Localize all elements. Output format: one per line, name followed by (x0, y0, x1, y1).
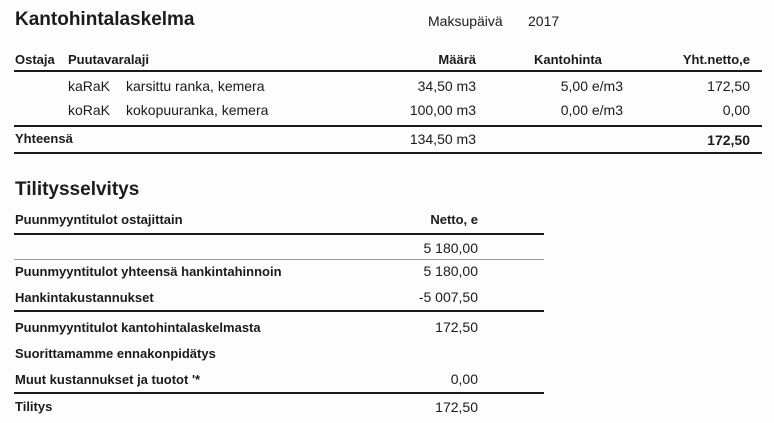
col-header-ostaja: Ostaja (15, 52, 55, 67)
col-header-puutavaralaji: Puutavaralaji (68, 52, 149, 67)
tilitys-row-label: Puunmyyntitulot yhteensä hankintahinnoin (15, 264, 282, 279)
maksupaiva-label: Maksupäivä (428, 13, 503, 29)
header-underline (14, 70, 762, 72)
tilitys-header-label: Puunmyyntitulot ostajittain (15, 212, 183, 227)
total-bottomline (14, 152, 762, 154)
col-header-yht-netto: Yht.netto,e (682, 52, 750, 67)
maksupaiva-value: 2017 (528, 13, 560, 29)
row-maara: 100,00 m3 (409, 102, 476, 118)
tilitys-row-value: -5 007,50 (418, 289, 478, 305)
tilitys-subtotal-line (14, 310, 544, 312)
total-label: Yhteensä (15, 131, 73, 146)
total-netto: 172,50 (707, 132, 750, 148)
tilitys-row-label: Puunmyyntitulot kantohintalaskelmasta (15, 320, 261, 335)
row-code: koRaK (68, 102, 111, 118)
tilitys-row-value: 5 180,00 (423, 263, 478, 279)
tilitys-final-line (14, 392, 544, 394)
row-netto: 172,50 (707, 78, 750, 94)
row-netto: 0,00 (722, 102, 750, 118)
kantohintalaskelma-title: Kantohintalaskelma (15, 9, 195, 30)
tilitys-row-value: 0,00 (450, 371, 478, 387)
col-header-kantohinta: Kantohinta (534, 52, 602, 67)
row-kantohinta: 0,00 e/m3 (560, 102, 623, 118)
tilitys-row-label: Muut kustannukset ja tuotot '* (15, 372, 201, 387)
tilitys-row-label: Tilitys (15, 399, 53, 414)
row-name: karsittu ranka, kemera (126, 78, 265, 94)
col-header-maara: Määrä (438, 52, 476, 67)
tilitys-row-label: Hankintakustannukset (15, 290, 154, 305)
row-name: kokopuuranka, kemera (126, 102, 269, 118)
tilitys-row-value: 172,50 (435, 319, 478, 335)
row-kantohinta: 5,00 e/m3 (560, 78, 623, 94)
tilitys-row-label: Suorittamamme ennakonpidätys (15, 346, 216, 361)
tilitys-header-netto: Netto, e (430, 212, 478, 227)
row-maara: 34,50 m3 (417, 78, 476, 94)
total-topline (14, 125, 762, 127)
row-code: kaRaK (68, 78, 111, 94)
tilitys-row-value: 172,50 (435, 399, 478, 415)
tilitys-row-value: 5 180,00 (423, 240, 478, 256)
tilitys-header-underline (14, 233, 544, 235)
tilitys-row-divider (14, 259, 544, 260)
total-maara: 134,50 m3 (409, 131, 476, 147)
tilitysselvitys-title: Tilitysselvitys (15, 179, 140, 200)
